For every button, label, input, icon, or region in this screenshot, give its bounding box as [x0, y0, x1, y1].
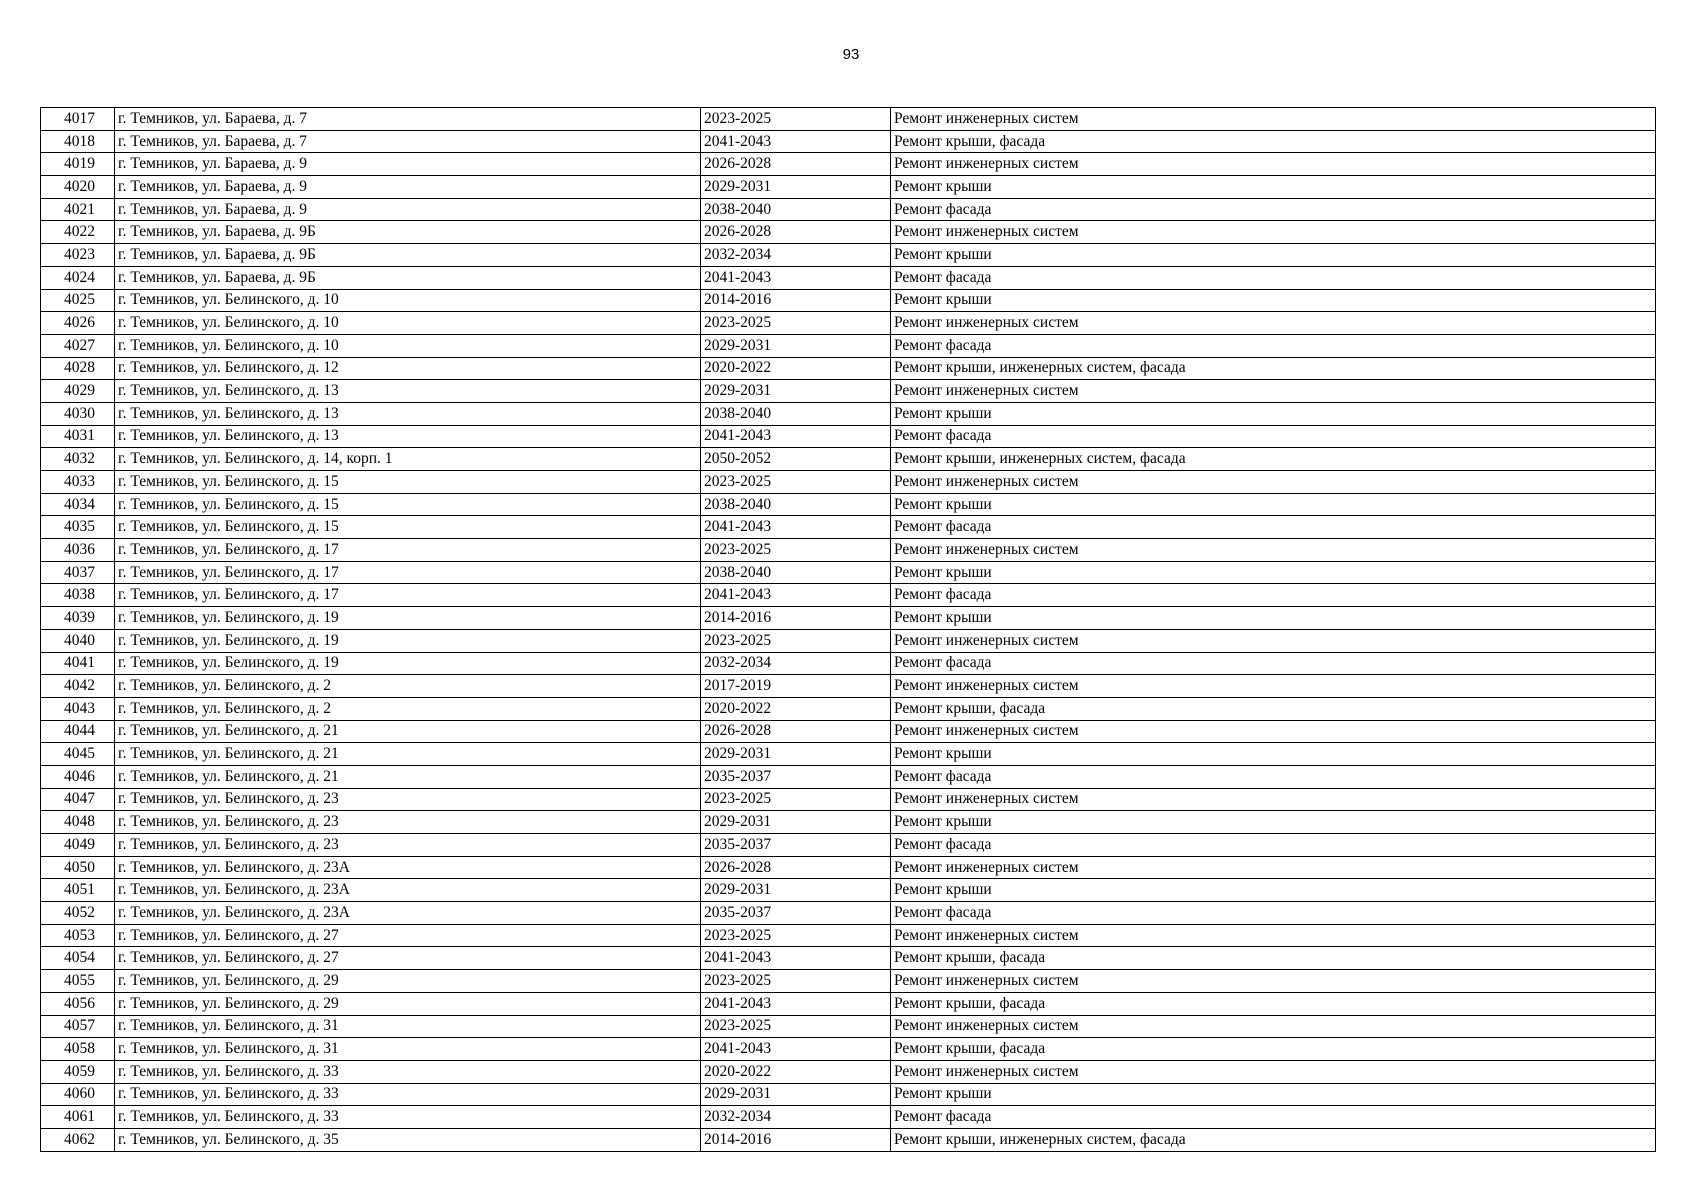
table-row [41, 629, 1656, 652]
table-row [41, 1128, 1656, 1151]
work-type-cell: Ремонт крыши [891, 176, 1656, 199]
address-cell: г. Темников, ул. Белинского, д. 17 [115, 539, 701, 562]
work-type-cell: Ремонт инженерных систем [891, 221, 1656, 244]
row-number-cell: 4061 [41, 1106, 115, 1129]
row-number-cell: 4035 [41, 516, 115, 539]
table-row [41, 471, 1656, 494]
address-cell: г. Темников, ул. Белинского, д. 19 [115, 629, 701, 652]
address-cell: г. Темников, ул. Белинского, д. 23 [115, 788, 701, 811]
period-cell: 2029-2031 [701, 879, 891, 902]
period-cell: 2023-2025 [701, 1015, 891, 1038]
work-type-cell: Ремонт фасада [891, 765, 1656, 788]
address-cell: г. Темников, ул. Белинского, д. 27 [115, 924, 701, 947]
row-number-cell: 4034 [41, 493, 115, 516]
period-cell: 2017-2019 [701, 675, 891, 698]
table-body [41, 108, 1656, 1152]
address-cell: г. Темников, ул. Белинского, д. 19 [115, 652, 701, 675]
table-row [41, 244, 1656, 267]
address-cell: г. Темников, ул. Белинского, д. 2 [115, 697, 701, 720]
address-cell: г. Темников, ул. Белинского, д. 15 [115, 471, 701, 494]
period-cell: 2035-2037 [701, 765, 891, 788]
work-type-cell: Ремонт крыши [891, 879, 1656, 902]
work-type-cell: Ремонт инженерных систем [891, 788, 1656, 811]
row-number-cell: 4028 [41, 357, 115, 380]
period-cell: 2026-2028 [701, 221, 891, 244]
table-row [41, 834, 1656, 857]
row-number-cell: 4025 [41, 289, 115, 312]
table-row [41, 153, 1656, 176]
table-row [41, 1106, 1656, 1129]
period-cell: 2029-2031 [701, 334, 891, 357]
address-cell: г. Темников, ул. Бараева, д. 7 [115, 108, 701, 131]
period-cell: 2023-2025 [701, 539, 891, 562]
period-cell: 2038-2040 [701, 493, 891, 516]
work-type-cell: Ремонт инженерных систем [891, 970, 1656, 993]
row-number-cell: 4021 [41, 198, 115, 221]
table-row [41, 788, 1656, 811]
row-number-cell: 4032 [41, 448, 115, 471]
address-cell: г. Темников, ул. Белинского, д. 31 [115, 1038, 701, 1061]
address-cell: г. Темников, ул. Белинского, д. 29 [115, 970, 701, 993]
address-cell: г. Темников, ул. Белинского, д. 21 [115, 765, 701, 788]
period-cell: 2023-2025 [701, 108, 891, 131]
table-row [41, 607, 1656, 630]
table-row [41, 402, 1656, 425]
work-type-cell: Ремонт фасада [891, 834, 1656, 857]
table-row [41, 312, 1656, 335]
address-cell: г. Темников, ул. Бараева, д. 9 [115, 153, 701, 176]
row-number-cell: 4038 [41, 584, 115, 607]
table-row [41, 879, 1656, 902]
row-number-cell: 4055 [41, 970, 115, 993]
work-type-cell: Ремонт инженерных систем [891, 471, 1656, 494]
address-cell: г. Темников, ул. Белинского, д. 23А [115, 902, 701, 925]
work-type-cell: Ремонт крыши, инженерных систем, фасада [891, 448, 1656, 471]
address-cell: г. Темников, ул. Белинского, д. 17 [115, 584, 701, 607]
row-number-cell: 4056 [41, 992, 115, 1015]
work-type-cell: Ремонт крыши, фасада [891, 992, 1656, 1015]
period-cell: 2041-2043 [701, 947, 891, 970]
row-number-cell: 4033 [41, 471, 115, 494]
row-number-cell: 4022 [41, 221, 115, 244]
row-number-cell: 4018 [41, 130, 115, 153]
row-number-cell: 4039 [41, 607, 115, 630]
address-cell: г. Темников, ул. Белинского, д. 15 [115, 493, 701, 516]
table-row [41, 924, 1656, 947]
address-cell: г. Темников, ул. Бараева, д. 7 [115, 130, 701, 153]
row-number-cell: 4053 [41, 924, 115, 947]
page-number: 93 [842, 46, 860, 63]
work-type-cell: Ремонт инженерных систем [891, 720, 1656, 743]
work-type-cell: Ремонт инженерных систем [891, 1015, 1656, 1038]
table-row [41, 357, 1656, 380]
row-number-cell: 4029 [41, 380, 115, 403]
address-cell: г. Темников, ул. Белинского, д. 13 [115, 402, 701, 425]
period-cell: 2050-2052 [701, 448, 891, 471]
work-type-cell: Ремонт инженерных систем [891, 675, 1656, 698]
address-cell: г. Темников, ул. Белинского, д. 14, корп. 1 [115, 448, 701, 471]
table-row [41, 266, 1656, 289]
row-number-cell: 4046 [41, 765, 115, 788]
period-cell: 2029-2031 [701, 380, 891, 403]
row-number-cell: 4048 [41, 811, 115, 834]
period-cell: 2038-2040 [701, 561, 891, 584]
period-cell: 2020-2022 [701, 1060, 891, 1083]
address-cell: г. Темников, ул. Белинского, д. 10 [115, 289, 701, 312]
period-cell: 2023-2025 [701, 312, 891, 335]
row-number-cell: 4057 [41, 1015, 115, 1038]
table-row [41, 425, 1656, 448]
address-cell: г. Темников, ул. Белинского, д. 2 [115, 675, 701, 698]
period-cell: 2041-2043 [701, 584, 891, 607]
address-cell: г. Темников, ул. Белинского, д. 27 [115, 947, 701, 970]
row-number-cell: 4045 [41, 743, 115, 766]
table-row [41, 675, 1656, 698]
address-cell: г. Темников, ул. Белинского, д. 35 [115, 1128, 701, 1151]
address-cell: г. Темников, ул. Бараева, д. 9 [115, 198, 701, 221]
work-type-cell: Ремонт инженерных систем [891, 1060, 1656, 1083]
table-row [41, 380, 1656, 403]
work-type-cell: Ремонт крыши [891, 289, 1656, 312]
row-number-cell: 4019 [41, 153, 115, 176]
period-cell: 2014-2016 [701, 289, 891, 312]
address-cell: г. Темников, ул. Белинского, д. 29 [115, 992, 701, 1015]
table-row [41, 811, 1656, 834]
row-number-cell: 4054 [41, 947, 115, 970]
table-row [41, 697, 1656, 720]
address-cell: г. Темников, ул. Белинского, д. 23А [115, 879, 701, 902]
address-cell: г. Темников, ул. Белинского, д. 19 [115, 607, 701, 630]
table-row [41, 584, 1656, 607]
work-type-cell: Ремонт инженерных систем [891, 153, 1656, 176]
work-type-cell: Ремонт крыши, фасада [891, 130, 1656, 153]
period-cell: 2023-2025 [701, 788, 891, 811]
table-row [41, 902, 1656, 925]
row-number-cell: 4042 [41, 675, 115, 698]
row-number-cell: 4044 [41, 720, 115, 743]
period-cell: 2029-2031 [701, 176, 891, 199]
work-type-cell: Ремонт фасада [891, 652, 1656, 675]
table-row [41, 720, 1656, 743]
row-number-cell: 4062 [41, 1128, 115, 1151]
address-cell: г. Темников, ул. Бараева, д. 9Б [115, 221, 701, 244]
period-cell: 2023-2025 [701, 970, 891, 993]
work-type-cell: Ремонт крыши, фасада [891, 697, 1656, 720]
address-cell: г. Темников, ул. Белинского, д. 12 [115, 357, 701, 380]
work-type-cell: Ремонт крыши [891, 244, 1656, 267]
period-cell: 2026-2028 [701, 720, 891, 743]
table-row [41, 992, 1656, 1015]
work-type-cell: Ремонт крыши [891, 607, 1656, 630]
table-row [41, 539, 1656, 562]
table-row [41, 334, 1656, 357]
row-number-cell: 4047 [41, 788, 115, 811]
period-cell: 2032-2034 [701, 652, 891, 675]
work-type-cell: Ремонт инженерных систем [891, 629, 1656, 652]
period-cell: 2035-2037 [701, 834, 891, 857]
work-type-cell: Ремонт крыши [891, 743, 1656, 766]
period-cell: 2026-2028 [701, 856, 891, 879]
table-row [41, 448, 1656, 471]
address-cell: г. Темников, ул. Белинского, д. 31 [115, 1015, 701, 1038]
work-type-cell: Ремонт фасада [891, 902, 1656, 925]
work-type-cell: Ремонт фасада [891, 1106, 1656, 1129]
address-cell: г. Темников, ул. Белинского, д. 23 [115, 811, 701, 834]
period-cell: 2035-2037 [701, 902, 891, 925]
work-type-cell: Ремонт фасада [891, 584, 1656, 607]
table-row [41, 516, 1656, 539]
address-cell: г. Темников, ул. Бараева, д. 9Б [115, 266, 701, 289]
period-cell: 2029-2031 [701, 811, 891, 834]
address-cell: г. Темников, ул. Белинского, д. 33 [115, 1060, 701, 1083]
period-cell: 2038-2040 [701, 198, 891, 221]
address-cell: г. Темников, ул. Белинского, д. 13 [115, 425, 701, 448]
table-row [41, 289, 1656, 312]
address-cell: г. Темников, ул. Белинского, д. 23 [115, 834, 701, 857]
address-cell: г. Темников, ул. Белинского, д. 10 [115, 312, 701, 335]
work-type-cell: Ремонт фасада [891, 425, 1656, 448]
row-number-cell: 4027 [41, 334, 115, 357]
period-cell: 2041-2043 [701, 516, 891, 539]
period-cell: 2032-2034 [701, 1106, 891, 1129]
address-cell: г. Темников, ул. Бараева, д. 9Б [115, 244, 701, 267]
period-cell: 2026-2028 [701, 153, 891, 176]
period-cell: 2041-2043 [701, 1038, 891, 1061]
work-type-cell: Ремонт инженерных систем [891, 856, 1656, 879]
address-cell: г. Темников, ул. Белинского, д. 17 [115, 561, 701, 584]
table-row [41, 493, 1656, 516]
table-row [41, 198, 1656, 221]
work-type-cell: Ремонт фасада [891, 198, 1656, 221]
row-number-cell: 4020 [41, 176, 115, 199]
row-number-cell: 4023 [41, 244, 115, 267]
work-type-cell: Ремонт инженерных систем [891, 380, 1656, 403]
row-number-cell: 4041 [41, 652, 115, 675]
address-cell: г. Темников, ул. Белинского, д. 21 [115, 720, 701, 743]
row-number-cell: 4060 [41, 1083, 115, 1106]
row-number-cell: 4036 [41, 539, 115, 562]
address-cell: г. Темников, ул. Белинского, д. 10 [115, 334, 701, 357]
row-number-cell: 4058 [41, 1038, 115, 1061]
table-row [41, 1060, 1656, 1083]
work-type-cell: Ремонт крыши [891, 493, 1656, 516]
address-cell: г. Темников, ул. Белинского, д. 13 [115, 380, 701, 403]
address-cell: г. Темников, ул. Белинского, д. 15 [115, 516, 701, 539]
work-type-cell: Ремонт фасада [891, 266, 1656, 289]
table-row [41, 176, 1656, 199]
row-number-cell: 4030 [41, 402, 115, 425]
repair-schedule-table-container [40, 107, 1656, 1152]
table-row [41, 743, 1656, 766]
work-type-cell: Ремонт крыши, фасада [891, 1038, 1656, 1061]
period-cell: 2020-2022 [701, 697, 891, 720]
row-number-cell: 4017 [41, 108, 115, 131]
table-row [41, 1038, 1656, 1061]
table-row [41, 130, 1656, 153]
period-cell: 2014-2016 [701, 607, 891, 630]
table-row [41, 947, 1656, 970]
repair-schedule-table [40, 107, 1656, 1152]
work-type-cell: Ремонт крыши, инженерных систем, фасада [891, 1128, 1656, 1151]
row-number-cell: 4043 [41, 697, 115, 720]
table-row [41, 856, 1656, 879]
row-number-cell: 4024 [41, 266, 115, 289]
period-cell: 2038-2040 [701, 402, 891, 425]
row-number-cell: 4031 [41, 425, 115, 448]
period-cell: 2041-2043 [701, 992, 891, 1015]
work-type-cell: Ремонт крыши [891, 402, 1656, 425]
work-type-cell: Ремонт инженерных систем [891, 539, 1656, 562]
period-cell: 2023-2025 [701, 629, 891, 652]
period-cell: 2041-2043 [701, 425, 891, 448]
table-row [41, 1083, 1656, 1106]
table-row [41, 652, 1656, 675]
work-type-cell: Ремонт инженерных систем [891, 108, 1656, 131]
work-type-cell: Ремонт фасада [891, 334, 1656, 357]
row-number-cell: 4037 [41, 561, 115, 584]
address-cell: г. Темников, ул. Белинского, д. 33 [115, 1083, 701, 1106]
table-row [41, 970, 1656, 993]
period-cell: 2014-2016 [701, 1128, 891, 1151]
row-number-cell: 4059 [41, 1060, 115, 1083]
work-type-cell: Ремонт инженерных систем [891, 924, 1656, 947]
row-number-cell: 4052 [41, 902, 115, 925]
address-cell: г. Темников, ул. Белинского, д. 21 [115, 743, 701, 766]
work-type-cell: Ремонт крыши [891, 1083, 1656, 1106]
period-cell: 2041-2043 [701, 130, 891, 153]
work-type-cell: Ремонт крыши [891, 811, 1656, 834]
table-row [41, 108, 1656, 131]
period-cell: 2029-2031 [701, 1083, 891, 1106]
work-type-cell: Ремонт фасада [891, 516, 1656, 539]
period-cell: 2041-2043 [701, 266, 891, 289]
work-type-cell: Ремонт крыши, инженерных систем, фасада [891, 357, 1656, 380]
work-type-cell: Ремонт крыши, фасада [891, 947, 1656, 970]
period-cell: 2023-2025 [701, 924, 891, 947]
period-cell: 2032-2034 [701, 244, 891, 267]
row-number-cell: 4050 [41, 856, 115, 879]
row-number-cell: 4049 [41, 834, 115, 857]
row-number-cell: 4026 [41, 312, 115, 335]
period-cell: 2020-2022 [701, 357, 891, 380]
address-cell: г. Темников, ул. Белинского, д. 33 [115, 1106, 701, 1129]
row-number-cell: 4040 [41, 629, 115, 652]
address-cell: г. Темников, ул. Бараева, д. 9 [115, 176, 701, 199]
table-row [41, 1015, 1656, 1038]
table-row [41, 561, 1656, 584]
work-type-cell: Ремонт инженерных систем [891, 312, 1656, 335]
address-cell: г. Темников, ул. Белинского, д. 23А [115, 856, 701, 879]
table-row [41, 221, 1656, 244]
table-row [41, 765, 1656, 788]
work-type-cell: Ремонт крыши [891, 561, 1656, 584]
period-cell: 2023-2025 [701, 471, 891, 494]
row-number-cell: 4051 [41, 879, 115, 902]
period-cell: 2029-2031 [701, 743, 891, 766]
